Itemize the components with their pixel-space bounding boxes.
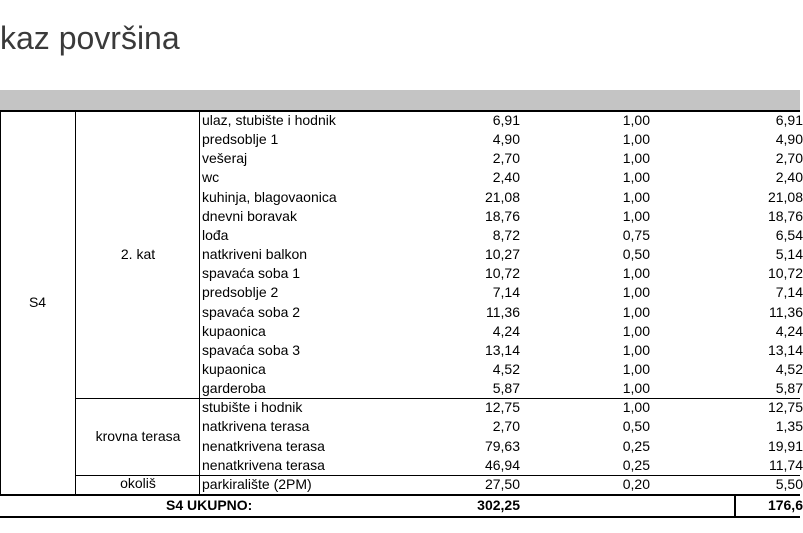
room-name: kupaonica xyxy=(202,322,266,339)
coefficient-value: 1,00 xyxy=(622,169,650,186)
coefficient-value: 0,50 xyxy=(622,246,650,263)
room-name: spavaća soba 1 xyxy=(202,265,301,282)
weighted-area-value: 18,76 xyxy=(767,207,803,224)
weighted-area-value: 10,72 xyxy=(767,265,803,282)
area-value: 10,72 xyxy=(484,265,520,282)
weighted-area-value: 2,70 xyxy=(775,150,803,167)
area-value: 5,87 xyxy=(492,380,520,397)
coefficient-value: 0,25 xyxy=(622,437,650,454)
table-header-bar xyxy=(0,90,800,112)
floor-group-label: okoliš xyxy=(120,475,156,492)
coefficient-value: 1,00 xyxy=(622,131,650,148)
coefficient-value: 1,00 xyxy=(622,303,650,320)
room-name: nenatkrivena terasa xyxy=(202,437,325,454)
area-value: 10,27 xyxy=(484,246,520,263)
page-title: kaz površina xyxy=(0,20,180,56)
room-name: stubište i hodnik xyxy=(202,399,303,416)
coefficient-value: 1,00 xyxy=(622,284,650,301)
room-name: garderoba xyxy=(202,380,266,397)
room-name: dnevni boravak xyxy=(202,207,297,224)
room-name: parkiralište (2PM) xyxy=(202,475,312,492)
weighted-area-value: 13,14 xyxy=(767,341,803,358)
room-name: predsoblje 1 xyxy=(202,131,279,148)
weighted-area-value: 19,91 xyxy=(767,437,803,454)
area-value: 46,94 xyxy=(484,456,520,473)
floor-group-label: krovna terasa xyxy=(95,427,181,444)
area-value: 7,14 xyxy=(492,284,520,301)
weighted-area-value: 5,87 xyxy=(775,380,803,397)
coefficient-value: 1,00 xyxy=(622,188,650,205)
coefficient-value: 1,00 xyxy=(622,399,650,416)
area-value: 13,14 xyxy=(484,341,520,358)
floor-group-label: 2. kat xyxy=(120,245,156,262)
room-name: lođa xyxy=(202,226,229,243)
coefficient-value: 0,75 xyxy=(622,226,650,243)
coefficient-value: 1,00 xyxy=(622,207,650,224)
weighted-area-value: 5,50 xyxy=(775,475,803,492)
coefficient-value: 1,00 xyxy=(622,150,650,167)
weighted-area-value: 21,08 xyxy=(767,188,803,205)
weighted-area-value: 6,54 xyxy=(775,226,803,243)
area-value: 4,52 xyxy=(492,360,520,377)
weighted-area-value: 11,74 xyxy=(769,456,803,473)
area-value: 79,63 xyxy=(484,437,520,454)
coefficient-value: 0,25 xyxy=(622,456,650,473)
total-weighted-area: 176,6 xyxy=(767,497,803,513)
area-value: 12,75 xyxy=(484,399,520,416)
coefficient-value: 1,00 xyxy=(622,112,650,128)
weighted-area-value: 11,36 xyxy=(769,303,803,320)
table-rule xyxy=(76,475,200,476)
room-name: kupaonica xyxy=(202,360,266,377)
coefficient-value: 1,00 xyxy=(622,322,650,339)
table-rule xyxy=(75,111,76,494)
table-rule xyxy=(199,111,200,494)
room-name: nenatkrivena terasa xyxy=(202,456,325,473)
room-name: natkriveni balkon xyxy=(202,246,308,263)
unit-label: S4 xyxy=(28,293,47,310)
coefficient-value: 1,00 xyxy=(622,360,650,377)
area-value: 27,50 xyxy=(484,475,520,492)
room-name: natkrivena terasa xyxy=(202,418,310,435)
coefficient-value: 1,00 xyxy=(622,341,650,358)
area-value: 2,70 xyxy=(492,150,520,167)
weighted-area-value: 4,52 xyxy=(775,360,803,377)
room-name: spavaća soba 2 xyxy=(202,303,301,320)
room-name: predsoblje 2 xyxy=(202,284,279,301)
table-rule xyxy=(0,111,1,494)
room-name: kuhinja, blagovaonica xyxy=(202,188,337,205)
coefficient-value: 0,50 xyxy=(622,418,650,435)
area-value: 4,24 xyxy=(492,322,520,339)
weighted-area-value: 6,91 xyxy=(775,112,803,128)
area-value: 8,72 xyxy=(492,226,520,243)
table-rule xyxy=(0,516,800,518)
coefficient-value: 0,20 xyxy=(622,475,650,492)
table-rule xyxy=(0,494,800,496)
weighted-area-value: 4,90 xyxy=(775,131,803,148)
weighted-area-value: 1,35 xyxy=(775,418,803,435)
coefficient-value: 1,00 xyxy=(622,380,650,397)
room-name: vešeraj xyxy=(202,150,248,167)
area-value: 18,76 xyxy=(484,207,520,224)
area-value: 4,90 xyxy=(492,131,520,148)
weighted-area-value: 7,14 xyxy=(775,284,803,301)
area-value: 11,36 xyxy=(486,303,520,320)
area-value: 6,91 xyxy=(492,112,520,128)
room-name: wc xyxy=(202,169,220,186)
table-rule xyxy=(76,398,200,399)
area-value: 2,70 xyxy=(492,418,520,435)
total-label: S4 UKUPNO: xyxy=(166,497,253,513)
area-value: 2,40 xyxy=(492,169,520,186)
area-value: 21,08 xyxy=(484,188,520,205)
room-name: spavaća soba 3 xyxy=(202,341,301,358)
table-rule xyxy=(200,398,800,399)
room-name: ulaz, stubište i hodnik xyxy=(202,112,336,128)
weighted-area-value: 4,24 xyxy=(775,322,803,339)
weighted-area-value: 2,40 xyxy=(775,169,803,186)
table-rule xyxy=(734,495,736,516)
table-rule xyxy=(200,475,800,476)
coefficient-value: 1,00 xyxy=(622,265,650,282)
weighted-area-value: 12,75 xyxy=(767,399,803,416)
total-area: 302,25 xyxy=(477,497,520,513)
weighted-area-value: 5,14 xyxy=(775,246,803,263)
